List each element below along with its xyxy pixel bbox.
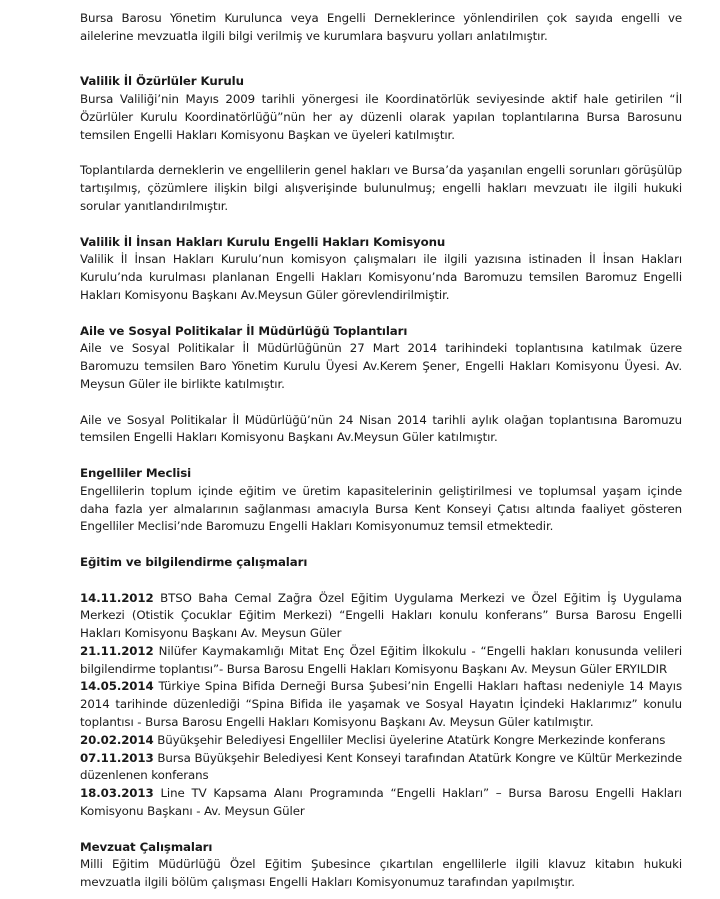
intro-paragraph: Bursa Barosu Yönetim Kurulunca veya Engelli Derneklerince yönlendirilen çok sayıda engelli ve ailelerine mevzuatla ilgili bilgi verilmiş ve kurumlara başvuru yolları anlatılmıştır. bbox=[80, 11, 682, 43]
list-item bbox=[80, 590, 682, 643]
entry-text: Bursa Büyükşehir Belediyesi Kent Konseyi tarafından Atatürk Kongre ve Kültür Merkezinde düzenlenen konferans bbox=[80, 750, 682, 783]
paragraph: Toplantılarda derneklerin ve engellilerin genel hakları ve Bursa’da yaşanılan engelli sorunları görüşülüp tartışılmış, çözümlere ilişkin bilgi alışverişinde bulunulmuş; engelli hakları mevzuatı ile ilgili hukuki sorular yanıtlandırılmıştır. bbox=[80, 163, 682, 213]
section-heading-aile-sosyal: Aile ve Sosyal Politikalar İl Müdürlüğü Toplantıları bbox=[80, 323, 408, 338]
paragraph: Bursa Valiliği’nin Mayıs 2009 tarihli yönergesi ile Koordinatörlük seviyesinde aktif hale getirilen “İl Özürlüler Kurulu Koordinatörlüğü”nün her ay düzenli olarak yapılan toplantılarına Bursa Barosunu temsilen Engelli Hakları Komisyonu Başkan ve üyeleri katılmıştır. bbox=[80, 92, 682, 142]
entry-text: Line TV Kapsama Alanı Programında “Engelli Hakları” – Bursa Barosu Engelli Hakları Komisyonu Başkanı - Av. Meysun Güler bbox=[80, 786, 682, 819]
section-heading-mevzuat: Mevzuat Çalışmaları bbox=[80, 839, 213, 854]
entry-date: 14.05.2014 bbox=[80, 679, 154, 694]
section-heading-engelliler-meclisi: Engelliler Meclisi bbox=[80, 465, 192, 480]
paragraph: Aile ve Sosyal Politikalar İl Müdürlüğünün 27 Mart 2014 tarihindeki toplantısına katılmak üzere Baromuzu temsilen Baro Yönetim Kurulu Üyesi Av.Kerem Şener, Engelli Hakları Komisyonu Üyesi. Av. Meysun Güler ile birlikte katılmıştır. bbox=[80, 341, 682, 391]
entry-date: 20.02.2014 bbox=[80, 732, 154, 747]
section-heading-insan-haklari: Valilik İl İnsan Hakları Kurulu Engelli Hakları Komisyonu bbox=[80, 234, 446, 249]
entry-date: 07.11.2013 bbox=[80, 750, 154, 765]
list-item bbox=[80, 750, 682, 786]
entry-text: Türkiye Spina Bifida Derneği Bursa Şubesi’nin Engelli Hakları haftası nedeniyle 14 Mayıs 2014 tarihinde düzenlediği “Spina Bifida ile yaşamak ve Sosyal Hayatın İçindeki Haklarımız” konulu toplantısı - Bursa Barosu Engelli Hakları Komisyonu Başkanı Av. Meysun Güler katılmıştır. bbox=[80, 679, 682, 730]
paragraph: Aile ve Sosyal Politikalar İl Müdürlüğü’nün 24 Nisan 2014 tarihli aylık olağan toplantısına Baromuzu temsilen Engelli Hakları Komisyonu Başkanı Av.Meysun Güler katılmıştır. bbox=[80, 412, 682, 445]
section-heading-valilik-ozurluler: Valilik İl Özürlüler Kurulu bbox=[80, 74, 244, 89]
entry-date: 18.03.2013 bbox=[80, 786, 154, 801]
entry-text: Büyükşehir Belediyesi Engelliler Meclisi üyelerine Atatürk Kongre Merkezinde konferans bbox=[153, 732, 666, 747]
paragraph: Milli Eğitim Müdürlüğü Özel Eğitim Şubesince çıkartılan engellilerle ilgili klavuz kitabın hukuki mevzuatla ilgili bölüm çalışması Engelli Hakları Komisyonumuz tarafından yapılmıştır. bbox=[80, 857, 682, 890]
list-item bbox=[80, 785, 682, 821]
list-item bbox=[80, 678, 682, 731]
entry-text: BTSO Baha Cemal Zağra Özel Eğitim Uygulama Merkezi ve Özel Eğitim İş Uygulama Merkezi (Otistik Çocuklar Eğitim Merkezi) “Engelli Hakları konulu konferans” Bursa Barosu Engelli Hakları Komisyonu Başkanı Av. Meysun Güler bbox=[80, 590, 682, 641]
section-heading-egitim: Eğitim ve bilgilendirme çalışmaları bbox=[80, 554, 308, 569]
entry-date: 14.11.2012 bbox=[80, 590, 154, 605]
paragraph: Engellilerin toplum içinde eğitim ve üretim kapasitelerinin geliştirilmesi ve toplumsal yaşam içinde daha fazla yer almalarının sağlanması amacıyla Bursa Kent Konseyi Çatısı altında faaliyet gösteren Engelliler Meclisi’nde Baromuzu Engelli Hakları Komisyonumuz temsil etmektedir. bbox=[80, 483, 682, 534]
list-item bbox=[80, 732, 682, 750]
entry-text: Nilüfer Kaymakamlığı Mitat Enç Özel Eğitim İlkokulu - “Engelli hakları konusunda velileri bilgilendirme toplantısı”- Bursa Barosu Engelli Hakları Komisyonu Başkanı Av. Meysun Güler ERYILDIR bbox=[80, 643, 682, 676]
list-item bbox=[80, 643, 682, 679]
entry-date: 21.11.2012 bbox=[80, 643, 154, 658]
paragraph: Valilik İl İnsan Hakları Kurulu’nun komisyon çalışmaları ile ilgili yazısına istinaden İl İnsan Hakları Kurulu’nda kurulması planlanan Engelli Hakları Komisyonu’nda Baromuzu temsilen Baromuz Engelli Hakları Komisyonu Başkanı Av.Meysun Güler görevlendirilmiştir. bbox=[80, 252, 682, 302]
